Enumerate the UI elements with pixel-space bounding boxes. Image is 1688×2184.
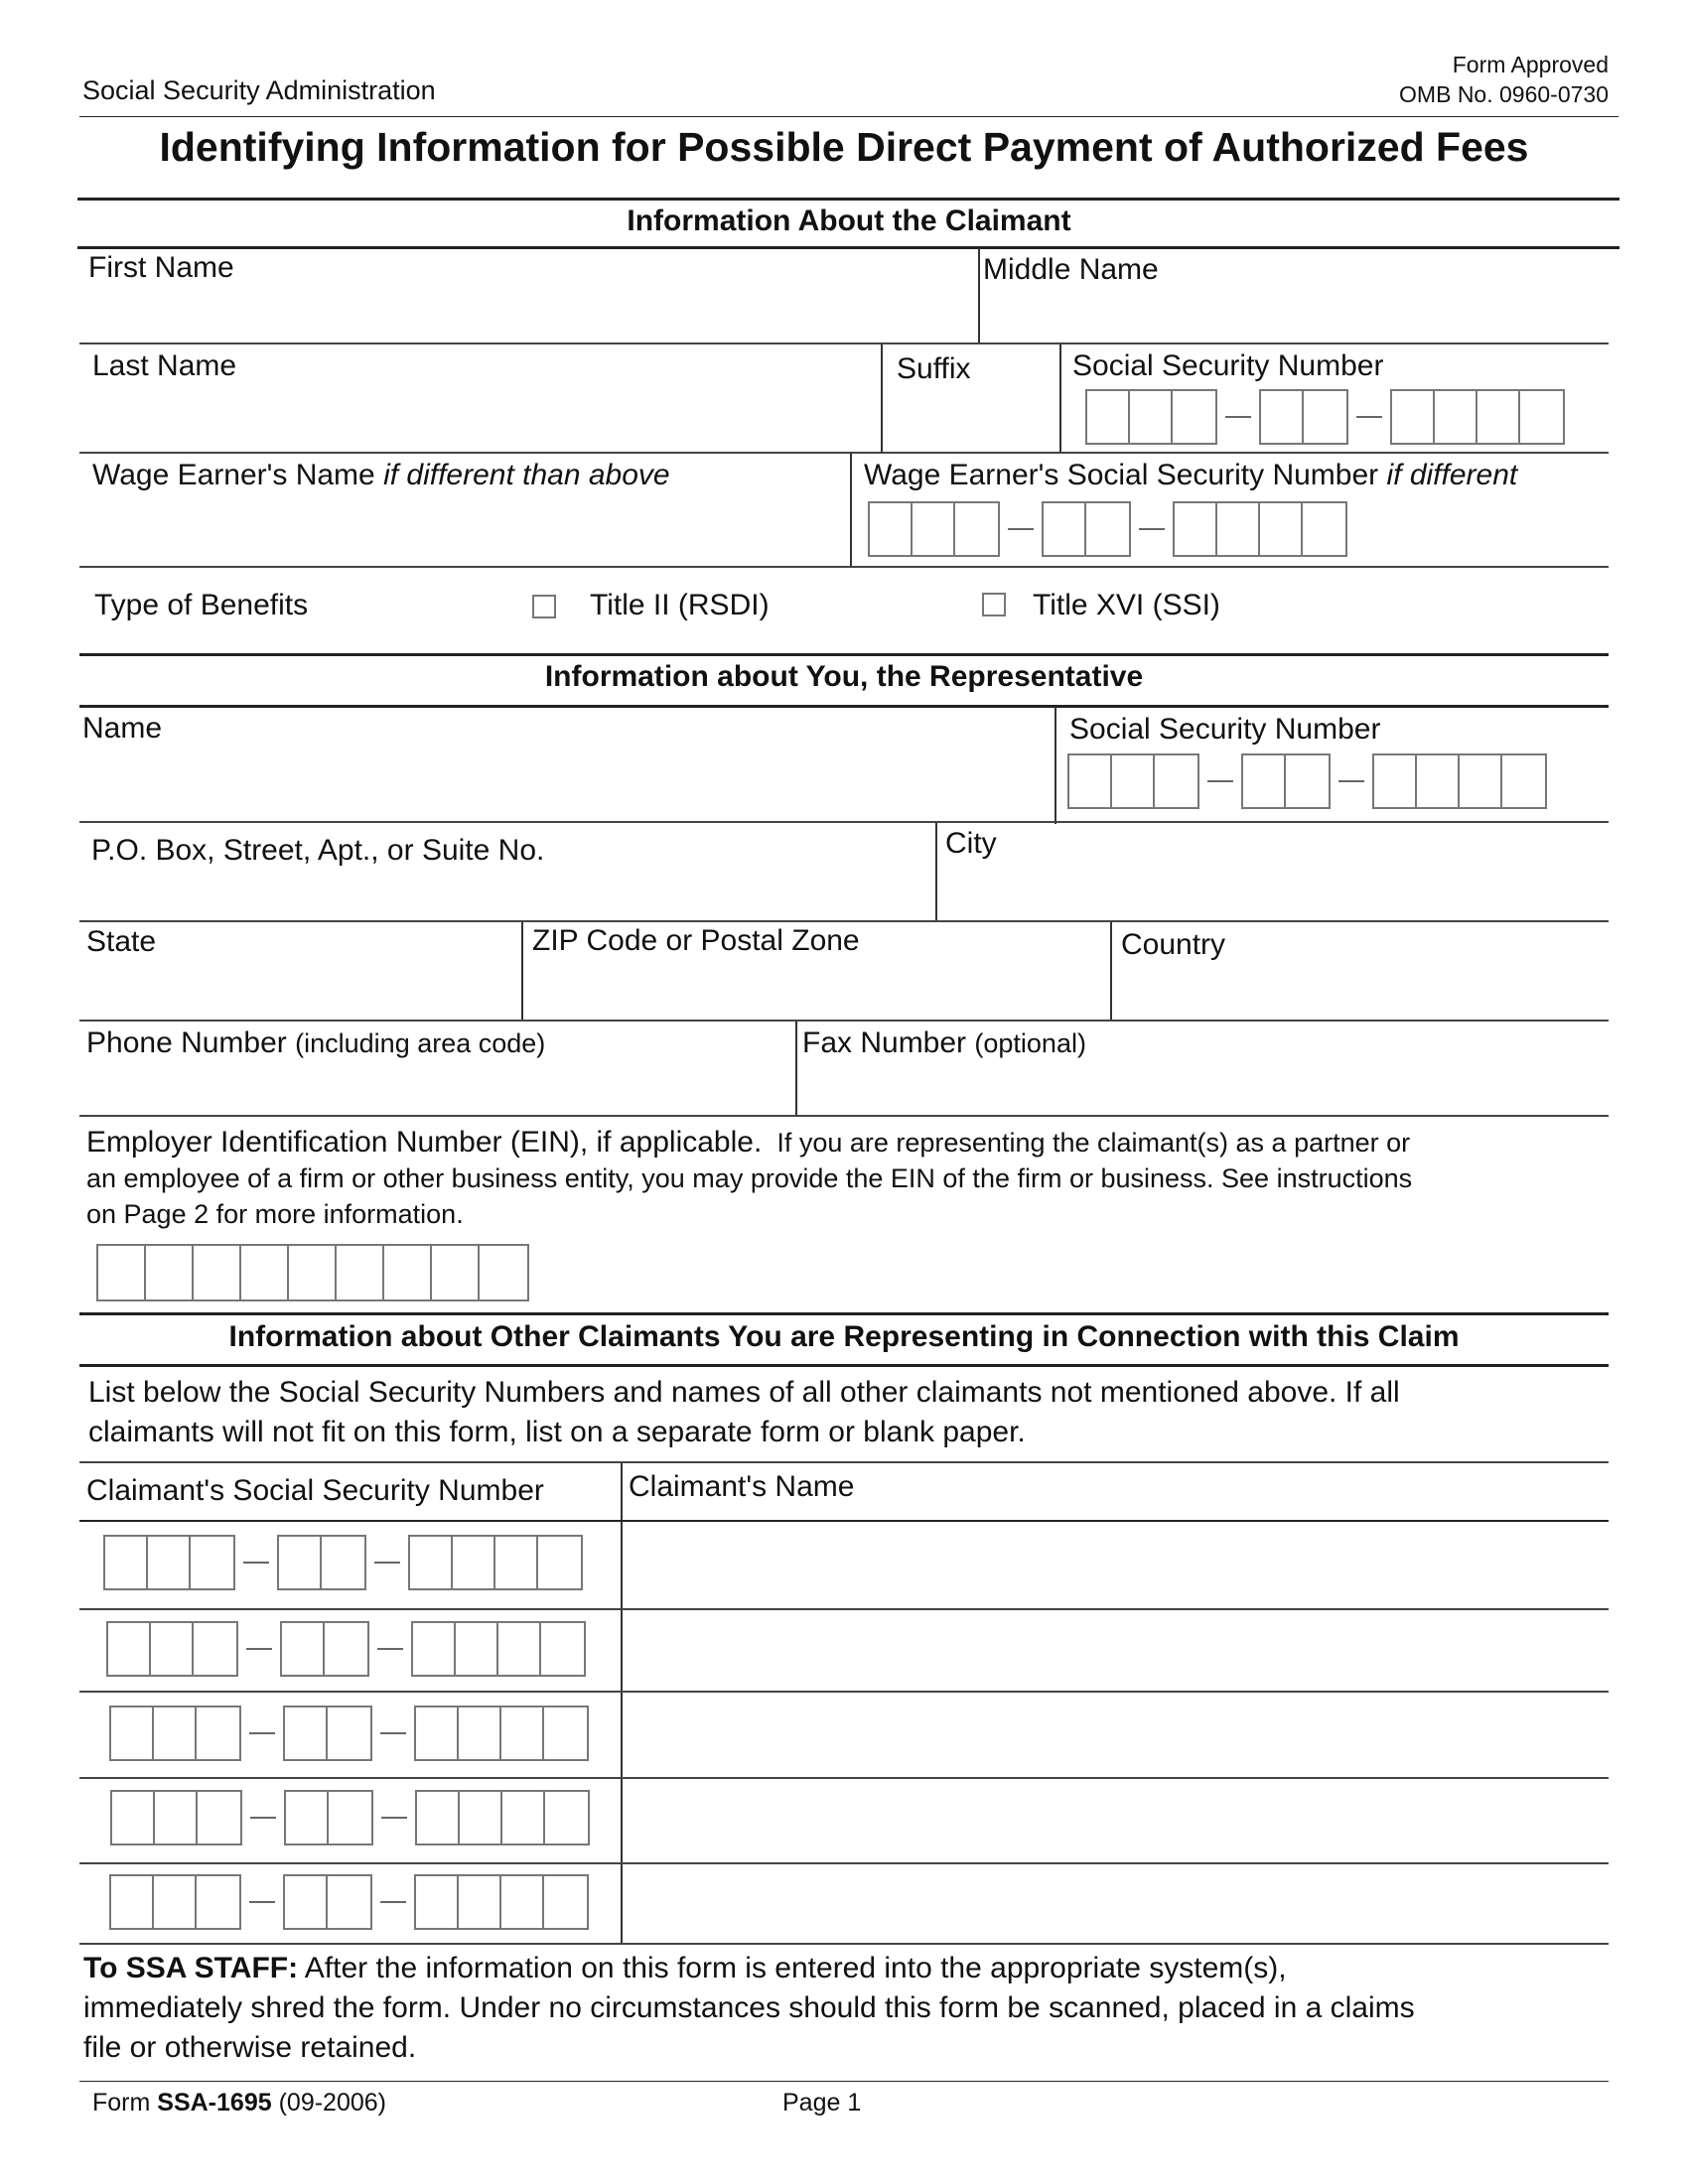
divider [621,1463,623,1944]
divider [978,248,980,343]
last-name-label: Last Name [92,349,237,382]
footer-rule [79,2081,1609,2082]
type-of-benefits-label: Type of Benefits [94,589,309,621]
row-rule [79,1862,1609,1864]
section-rule [79,1312,1609,1315]
divider [1110,922,1112,1022]
section-rule [79,653,1609,656]
other-ssn-field-3[interactable] [109,1706,589,1761]
wage-earner-ssn-field[interactable] [868,501,1347,557]
other-ssn-field-2[interactable] [106,1621,586,1677]
divider [521,922,523,1022]
row-rule [79,821,1609,823]
divider [935,823,937,922]
state-label: State [86,925,157,958]
col-name-header: Claimant's Name [629,1470,855,1503]
rep-ssn-field[interactable] [1067,753,1547,809]
rep-name-label: Name [82,712,163,745]
section-rule [77,198,1619,201]
form-id: Form SSA-1695 (09-2006) [92,2089,386,2116]
row-rule [79,1115,1609,1117]
ein-instructions: Employer Identification Number (EIN), if applicable. If you are representing the claimant(s) as a partner or an employee of a firm or other business entity, you may provide the EIN of the firm or business. See instructions on Page 2 for more information. [86,1126,1413,1229]
phone-label: Phone Number (including area code) [86,1026,546,1059]
rep-ssn-label: Social Security Number [1069,713,1381,746]
title-xvi-checkbox[interactable] [982,593,1006,616]
country-label: Country [1121,928,1226,961]
title-xvi-label: Title XVI (SSI) [1033,589,1220,621]
ein-field[interactable] [96,1244,529,1301]
row-rule [79,566,1609,568]
section-rule [79,1364,1609,1367]
middle-name-label: Middle Name [983,253,1159,286]
zip-label: ZIP Code or Postal Zone [532,924,860,957]
page-number: Page 1 [782,2089,862,2116]
other-ssn-field-4[interactable] [110,1790,590,1845]
row-rule [79,1461,1609,1463]
form-title: Identifying Information for Possible Direct Payment of Authorized Fees [159,124,1529,170]
form-approved: Form Approved [1452,52,1609,77]
divider [1059,344,1061,452]
divider [881,344,883,452]
staff-note-bold: To SSA STAFF: [83,1952,299,1984]
title-ii-label: Title II (RSDI) [590,589,770,621]
first-name-label: First Name [88,251,234,284]
claimant-ssn-field[interactable] [1085,389,1565,445]
omb-block [1399,50,1609,109]
claimant-ssn-label: Social Security Number [1072,349,1384,382]
row-rule [79,452,1609,454]
divider [1055,707,1056,824]
title-ii-checkbox[interactable] [532,595,556,618]
row-rule [79,1608,1609,1610]
others-instructions: List below the Social Security Numbers and names of all other claimants not mentioned above. If all claimants will not fit on this form, list on a separate form or blank paper. [88,1376,1400,1448]
wage-earner-ssn-label: Wage Earner's Social Security Number if different [864,459,1518,491]
row-rule [79,1777,1609,1779]
row-rule [79,1691,1609,1693]
ein-label: Employer Identification Number (EIN), if applicable. [86,1126,763,1159]
row-rule [79,1020,1609,1022]
divider [850,454,852,566]
row-rule [79,1943,1609,1945]
claimant-section-title: Information About the Claimant [627,205,1071,237]
other-ssn-field-1[interactable] [103,1535,583,1590]
divider [795,1022,797,1116]
col-ssn-header: Claimant's Social Security Number [86,1474,544,1507]
section-rule [79,705,1609,708]
header-rule [79,116,1618,117]
suffix-label: Suffix [897,352,971,385]
fax-label: Fax Number (optional) [802,1026,1086,1059]
representative-section-title: Information about You, the Representative [544,660,1144,693]
row-rule [79,342,1609,344]
city-label: City [945,827,997,860]
omb-number: OMB No. 0960-0730 [1399,81,1609,107]
staff-note: To SSA STAFF: After the information on this form is entered into the appropriate system(s), immediately shred the form. Under no circumstances should this form be scanned, placed in a claims file or otherwise retained. [83,1952,1415,2064]
others-section-title: Information about Other Claimants You are Representing in Connection with this Claim [228,1320,1460,1353]
section-rule [77,246,1619,249]
other-ssn-field-5[interactable] [109,1874,589,1930]
row-rule [79,920,1609,922]
row-rule [79,1520,1609,1522]
address-label: P.O. Box, Street, Apt., or Suite No. [91,834,545,867]
agency-name: Social Security Administration [82,75,436,105]
wage-earner-name-label: Wage Earner's Name if different than above [92,459,670,491]
